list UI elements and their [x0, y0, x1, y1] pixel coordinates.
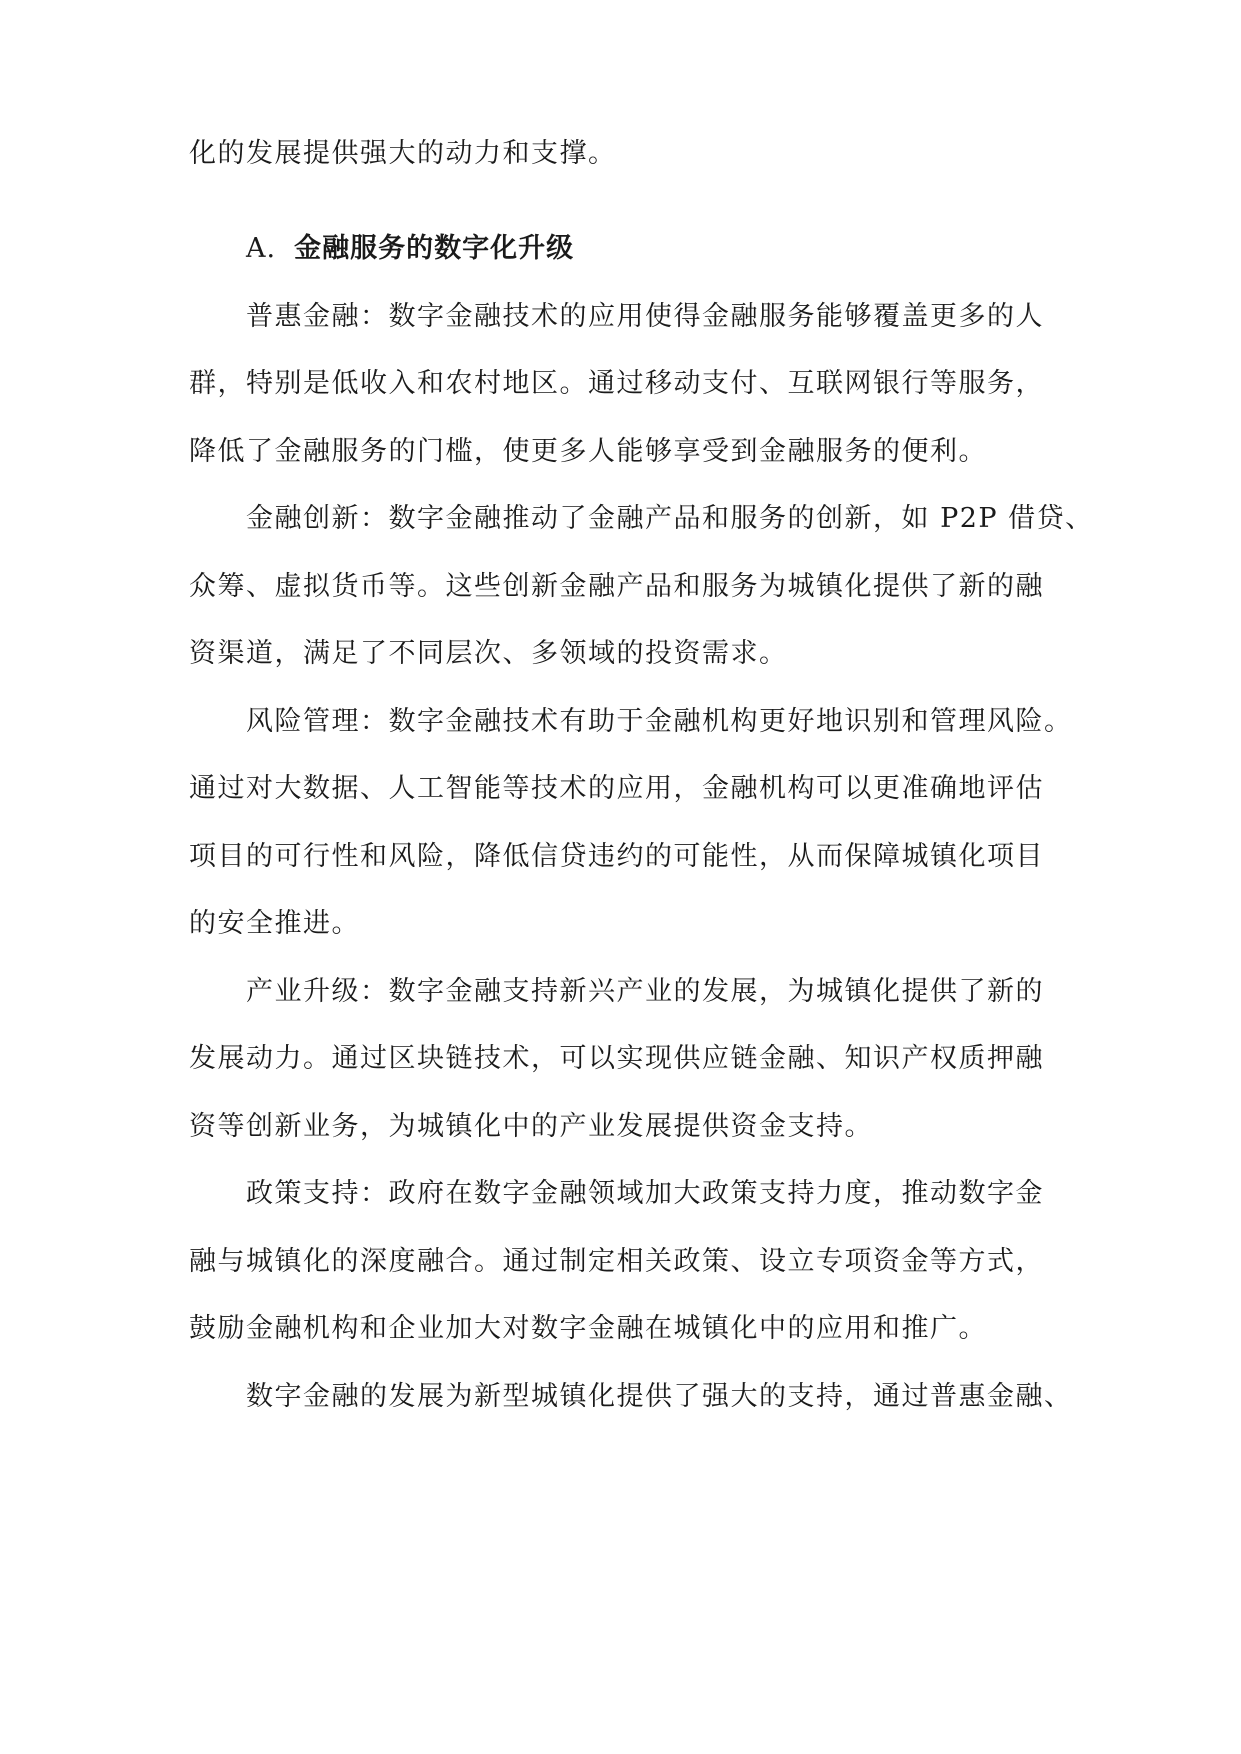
- paragraph-line: 发展动力。通过区块链技术，可以实现供应链金融、知识产权质押融: [189, 1043, 1044, 1074]
- section-heading: [246, 229, 574, 269]
- paragraph-line: 资渠道，满足了不同层次、多领域的投资需求。: [189, 638, 788, 669]
- section-number: A.: [246, 233, 277, 264]
- paragraph-line: 降低了金融服务的门槛，使更多人能够享受到金融服务的便利。: [189, 436, 987, 467]
- paragraph-line: 鼓励金融机构和企业加大对数字金融在城镇化中的应用和推广。: [189, 1313, 987, 1344]
- paragraph-line: 的安全推进。: [189, 908, 360, 939]
- paragraph-line: 数字金融的发展为新型城镇化提供了强大的支持，通过普惠金融、: [246, 1381, 1073, 1412]
- paragraph-line: 产业升级：数字金融支持新兴产业的发展，为城镇化提供了新的: [246, 976, 1044, 1007]
- paragraph-line: 项目的可行性和风险，降低信贷违约的可能性，从而保障城镇化项目: [189, 841, 1044, 872]
- paragraph-line: 群，特别是低收入和农村地区。通过移动支付、互联网银行等服务，: [189, 368, 1044, 399]
- paragraph-line: 资等创新业务，为城镇化中的产业发展提供资金支持。: [189, 1111, 873, 1142]
- paragraph-line: 通过对大数据、人工智能等技术的应用，金融机构可以更准确地评估: [189, 773, 1044, 804]
- paragraph-line: 金融创新：数字金融推动了金融产品和服务的创新，如 P2P 借贷、: [246, 503, 1094, 534]
- paragraph-line: 融与城镇化的深度融合。通过制定相关政策、设立专项资金等方式，: [189, 1246, 1044, 1277]
- paragraph-line: 政策支持：政府在数字金融领域加大政策支持力度，推动数字金: [246, 1178, 1044, 1209]
- paragraph-line: 风险管理：数字金融技术有助于金融机构更好地识别和管理风险。: [246, 706, 1073, 737]
- section-title: 金融服务的数字化升级: [294, 233, 575, 264]
- paragraph-line: 普惠金融：数字金融技术的应用使得金融服务能够覆盖更多的人: [246, 301, 1044, 332]
- paragraph-line: 众筹、虚拟货币等。这些创新金融产品和服务为城镇化提供了新的融: [189, 571, 1044, 602]
- paragraph-continuation: 化的发展提供强大的动力和支撑。: [189, 138, 617, 169]
